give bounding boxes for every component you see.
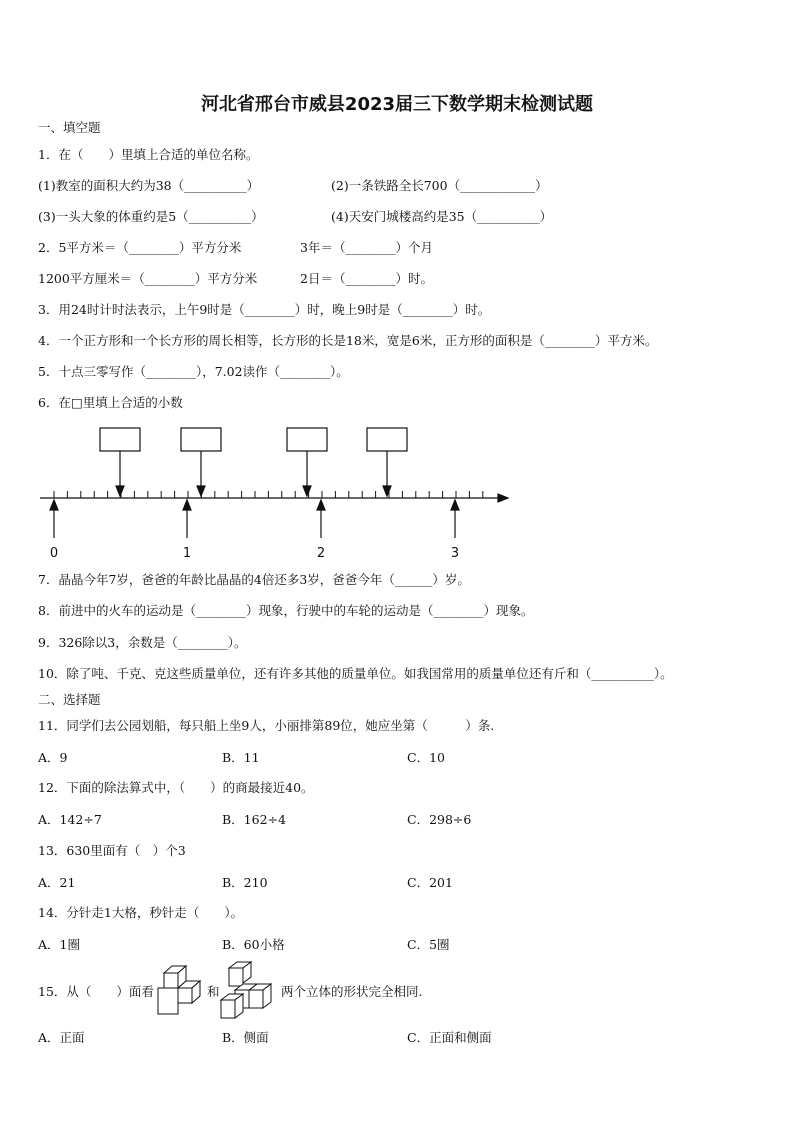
label-2: 2 — [316, 546, 326, 561]
question-13-option-b[interactable]: B．210 — [222, 875, 268, 890]
number-line-figure — [0, 420, 794, 570]
answer-boxes — [100, 428, 407, 451]
question-13: 13．630里面有（ ）个3 — [38, 843, 186, 858]
question-5: 5．十点三零写作（________），7.02读作（________）。 — [38, 364, 349, 379]
question-11-option-c[interactable]: C．10 — [407, 750, 445, 765]
question-14-option-c[interactable]: C．5圈 — [407, 937, 450, 952]
axis-labels — [50, 546, 459, 561]
label-0: 0 — [49, 546, 59, 561]
down-arrows — [116, 451, 391, 496]
question-15-text-end: 两个立体的形状完全相同. — [281, 984, 423, 999]
question-8: 8．前进中的火车的运动是（________）现象，行驶中的车轮的运动是（________）现象。 — [38, 603, 534, 618]
page-title: 河北省邢台市威县2023届三下数学期末检测试题 — [200, 94, 594, 115]
question-15-option-c[interactable]: C．正面和侧面 — [407, 1030, 492, 1045]
question-15-option-b[interactable]: B．侧面 — [222, 1030, 269, 1045]
question-14: 14．分针走1大格，秒针走（ ）。 — [38, 905, 244, 920]
question-1-part-2: (2)一条铁路全长700（____________） — [331, 178, 548, 193]
question-15-and: 和 — [207, 984, 220, 999]
question-2-part-2: 3年＝（________）个月 — [300, 240, 433, 255]
section-multiple-choice: 二、选择题 — [38, 692, 101, 707]
question-14-option-b[interactable]: B．60小格 — [222, 937, 285, 952]
question-11-option-a[interactable]: A．9 — [38, 750, 68, 765]
question-3: 3．用24时计时法表示，上午9时是（________）时，晚上9时是（________）时。 — [38, 302, 491, 317]
cube-figure-2 — [219, 960, 281, 1020]
question-12-option-c[interactable]: C．298÷6 — [407, 812, 472, 827]
section-fill-blank: 一、填空题 — [38, 120, 101, 135]
question-15-text-start: 15．从（ ）面看 — [38, 984, 154, 999]
question-12-option-a[interactable]: A．142÷7 — [38, 812, 102, 827]
answer-box-3[interactable] — [287, 428, 327, 451]
question-11-option-b[interactable]: B．11 — [222, 750, 260, 765]
axis-line — [40, 494, 508, 502]
question-13-option-c[interactable]: C．201 — [407, 875, 453, 890]
question-15-option-a[interactable]: A．正面 — [38, 1030, 85, 1045]
question-7: 7．晶晶今年7岁，爸爸的年龄比晶晶的4倍还多3岁，爸爸今年（______）岁。 — [38, 572, 470, 587]
question-12-option-b[interactable]: B．162÷4 — [222, 812, 286, 827]
cube-figure-1 — [155, 963, 207, 1017]
question-6: 6．在□里填上合适的小数 — [38, 395, 183, 410]
question-1-part-4: (4)天安门城楼高约是35（__________） — [331, 209, 553, 224]
label-1: 1 — [182, 546, 192, 561]
up-arrows — [50, 500, 459, 538]
question-13-option-a[interactable]: A．21 — [38, 875, 76, 890]
question-2-part-4: 2日＝（________）时。 — [300, 271, 433, 286]
answer-box-2[interactable] — [181, 428, 221, 451]
answer-box-1[interactable] — [100, 428, 140, 451]
question-10: 10．除了吨、千克、克这些质量单位，还有许多其他的质量单位。如我国常用的质量单位还有斤和（__________）。 — [38, 666, 673, 681]
question-14-option-a[interactable]: A．1圈 — [38, 937, 80, 952]
label-3: 3 — [450, 546, 460, 561]
question-2-part-3: 1200平方厘米＝（________）平方分米 — [38, 271, 258, 286]
question-1-part-3: (3)一头大象的体重约是5（__________） — [38, 209, 264, 224]
question-1-part-1: (1)教室的面积大约为38（__________） — [38, 178, 260, 193]
answer-box-4[interactable] — [367, 428, 407, 451]
question-9: 9．326除以3，余数是（________）。 — [38, 635, 247, 650]
question-12: 12．下面的除法算式中，（ ）的商最接近40。 — [38, 780, 314, 795]
question-1: 1．在（ ）里填上合适的单位名称。 — [38, 147, 259, 162]
question-4: 4．一个正方形和一个长方形的周长相等，长方形的长是18米，宽是6米，正方形的面积是（________）平方米。 — [38, 333, 658, 348]
question-2-part-1: 2．5平方米＝（________）平方分米 — [38, 240, 242, 255]
question-11: 11．同学们去公园划船，每只船上坐9人，小丽排第89位，她应坐第（ ）条. — [38, 718, 495, 733]
